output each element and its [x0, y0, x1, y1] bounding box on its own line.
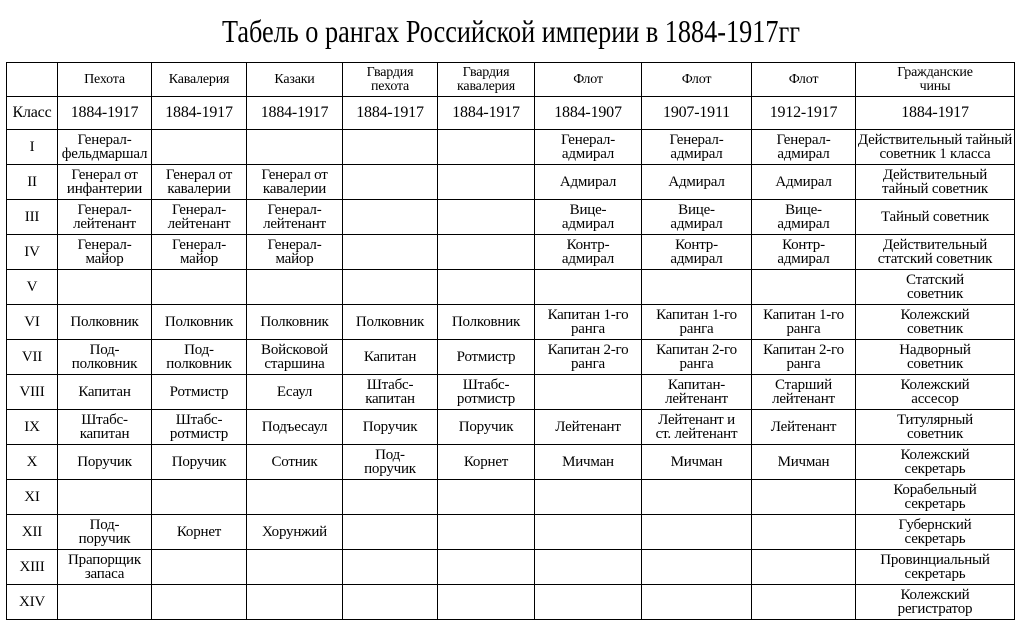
years-cell: 1884-1917 — [247, 97, 343, 130]
rank-label: IX — [7, 410, 58, 445]
rank-cell: Прапорщик запаса — [58, 550, 152, 585]
years-label: Класс — [7, 97, 58, 130]
rank-cell: Капитан- лейтенант — [642, 375, 752, 410]
rank-cell: Капитан — [343, 340, 438, 375]
rank-cell: Капитан 2-го ранга — [535, 340, 642, 375]
rank-cell — [642, 550, 752, 585]
rank-cell — [343, 270, 438, 305]
rank-cell — [58, 480, 152, 515]
rank-label: IV — [7, 235, 58, 270]
years-cell: 1884-1917 — [152, 97, 247, 130]
rank-cell: Войсковой старшина — [247, 340, 343, 375]
years-cell: 1884-1917 — [343, 97, 438, 130]
years-cell: 1884-1917 — [856, 97, 1015, 130]
rank-cell: Штабс- капитан — [343, 375, 438, 410]
rank-cell: Генерал- майор — [247, 235, 343, 270]
rank-cell: Генерал- лейтенант — [152, 200, 247, 235]
rank-cell: Контр- адмирал — [752, 235, 856, 270]
rank-cell: Поручик — [343, 410, 438, 445]
rank-cell: Вице- адмирал — [752, 200, 856, 235]
rank-cell: Поручик — [152, 445, 247, 480]
table-row — [7, 235, 1015, 270]
rank-cell — [247, 130, 343, 165]
branch-cell: Флот — [752, 63, 856, 97]
rank-cell: Капитан 1-го ранга — [642, 305, 752, 340]
rank-cell — [535, 550, 642, 585]
years-cell: 1907-1911 — [642, 97, 752, 130]
rank-cell: Полковник — [58, 305, 152, 340]
rank-label: X — [7, 445, 58, 480]
rank-cell: Адмирал — [752, 165, 856, 200]
table-row — [7, 515, 1015, 550]
rank-cell — [438, 165, 535, 200]
rank-cell — [438, 480, 535, 515]
rank-cell: Колежский советник — [856, 305, 1015, 340]
rank-cell: Вице- адмирал — [642, 200, 752, 235]
rank-cell: Действительный тайный советник 1 класса — [856, 130, 1015, 165]
rank-cell: Ротмистр — [152, 375, 247, 410]
rank-cell: Корнет — [438, 445, 535, 480]
rank-cell: Мичман — [535, 445, 642, 480]
branch-cell: Пехота — [58, 63, 152, 97]
rank-cell — [343, 235, 438, 270]
rank-cell: Полковник — [343, 305, 438, 340]
rank-cell — [642, 480, 752, 515]
rank-cell: Полковник — [152, 305, 247, 340]
rank-cell: Под- полковник — [152, 340, 247, 375]
table-row — [7, 480, 1015, 515]
table-row — [7, 305, 1015, 340]
rank-cell — [535, 480, 642, 515]
rank-cell — [343, 480, 438, 515]
rank-cell: Корнет — [152, 515, 247, 550]
rank-label: XIII — [7, 550, 58, 585]
table-row — [7, 165, 1015, 200]
rank-cell: Генерал от кавалерии — [247, 165, 343, 200]
rank-label: V — [7, 270, 58, 305]
rank-cell: Контр- адмирал — [642, 235, 752, 270]
rank-cell: Действительный тайный советник — [856, 165, 1015, 200]
branch-cell: Кавалерия — [152, 63, 247, 97]
table-row — [7, 550, 1015, 585]
rank-cell: Лейтенант — [752, 410, 856, 445]
table-row — [7, 585, 1015, 620]
rank-label: XII — [7, 515, 58, 550]
rank-cell: Вице- адмирал — [535, 200, 642, 235]
table-row — [7, 270, 1015, 305]
rank-cell: Поручик — [438, 410, 535, 445]
rank-cell — [58, 270, 152, 305]
rank-cell — [535, 515, 642, 550]
branch-cell: Казаки — [247, 63, 343, 97]
rank-cell: Тайный советник — [856, 200, 1015, 235]
rank-cell — [642, 270, 752, 305]
rank-table — [6, 62, 1015, 620]
rank-cell — [343, 515, 438, 550]
rank-cell: Генерал от инфантерии — [58, 165, 152, 200]
page-title: Табель о рангах Российской империи в 1884-1917гг — [221, 13, 801, 49]
rank-cell — [438, 270, 535, 305]
rank-cell — [343, 550, 438, 585]
rank-cell — [752, 550, 856, 585]
rank-cell: Старший лейтенант — [752, 375, 856, 410]
rank-cell: Мичман — [642, 445, 752, 480]
rank-cell: Губернский секретарь — [856, 515, 1015, 550]
rank-cell: Генерал- адмирал — [535, 130, 642, 165]
rank-cell: Подъесаул — [247, 410, 343, 445]
rank-cell: Генерал- адмирал — [752, 130, 856, 165]
header-branch-row — [7, 63, 1015, 97]
header-years-row — [7, 97, 1015, 130]
rank-cell: Генерал- лейтенант — [247, 200, 343, 235]
rank-cell: Адмирал — [642, 165, 752, 200]
rank-cell — [438, 130, 535, 165]
years-cell: 1912-1917 — [752, 97, 856, 130]
rank-cell: Статский советник — [856, 270, 1015, 305]
rank-cell: Генерал от кавалерии — [152, 165, 247, 200]
rank-cell: Титулярный советник — [856, 410, 1015, 445]
rank-cell: Штабс- капитан — [58, 410, 152, 445]
rank-cell: Генерал- майор — [58, 235, 152, 270]
table-row — [7, 375, 1015, 410]
rank-cell — [247, 270, 343, 305]
rank-cell: Генерал- адмирал — [642, 130, 752, 165]
rank-cell: Генерал- фельдмаршал — [58, 130, 152, 165]
rank-cell — [58, 585, 152, 620]
rank-cell: Мичман — [752, 445, 856, 480]
rank-cell: Провинциальный секретарь — [856, 550, 1015, 585]
rank-cell — [343, 130, 438, 165]
rank-cell: Колежский регистратор — [856, 585, 1015, 620]
rank-cell — [752, 515, 856, 550]
years-cell: 1884-1917 — [438, 97, 535, 130]
rank-cell: Генерал- лейтенант — [58, 200, 152, 235]
rank-cell: Лейтенант — [535, 410, 642, 445]
rank-cell — [152, 130, 247, 165]
rank-label: VI — [7, 305, 58, 340]
years-cell: 1884-1917 — [58, 97, 152, 130]
rank-cell — [642, 585, 752, 620]
rank-cell — [247, 550, 343, 585]
rank-cell — [152, 480, 247, 515]
rank-cell: Контр- адмирал — [535, 235, 642, 270]
rank-label: III — [7, 200, 58, 235]
rank-cell — [752, 480, 856, 515]
rank-label: VIII — [7, 375, 58, 410]
rank-cell: Действительный статский советник — [856, 235, 1015, 270]
rank-cell: Есаул — [247, 375, 343, 410]
table-row — [7, 410, 1015, 445]
table-row — [7, 200, 1015, 235]
rank-cell: Штабс- ротмистр — [152, 410, 247, 445]
branch-cell: Флот — [642, 63, 752, 97]
rank-cell: Полковник — [247, 305, 343, 340]
rank-label: XI — [7, 480, 58, 515]
rank-cell — [535, 375, 642, 410]
rank-cell: Под- поручик — [343, 445, 438, 480]
table-row — [7, 130, 1015, 165]
table-row — [7, 445, 1015, 480]
rank-label: I — [7, 130, 58, 165]
table-row — [7, 340, 1015, 375]
branch-cell: Гвардия кавалерия — [438, 63, 535, 97]
rank-cell: Под- поручик — [58, 515, 152, 550]
rank-cell: Адмирал — [535, 165, 642, 200]
rank-cell — [642, 515, 752, 550]
rank-label: XIV — [7, 585, 58, 620]
rank-cell — [152, 270, 247, 305]
branch-label — [7, 63, 58, 97]
rank-cell — [343, 585, 438, 620]
branch-cell: Флот — [535, 63, 642, 97]
rank-cell: Штабс- ротмистр — [438, 375, 535, 410]
rank-cell: Поручик — [58, 445, 152, 480]
rank-cell: Ротмистр — [438, 340, 535, 375]
years-cell: 1884-1907 — [535, 97, 642, 130]
rank-cell — [438, 200, 535, 235]
rank-cell — [152, 585, 247, 620]
rank-label: VII — [7, 340, 58, 375]
rank-cell — [752, 270, 856, 305]
rank-label: II — [7, 165, 58, 200]
rank-cell: Надворный советник — [856, 340, 1015, 375]
rank-cell: Полковник — [438, 305, 535, 340]
rank-cell: Колежский ассесор — [856, 375, 1015, 410]
rank-cell — [438, 550, 535, 585]
rank-cell — [438, 235, 535, 270]
rank-cell: Хорунжий — [247, 515, 343, 550]
rank-cell — [535, 270, 642, 305]
rank-cell: Под- полковник — [58, 340, 152, 375]
rank-cell: Генерал- майор — [152, 235, 247, 270]
rank-cell: Капитан 1-го ранга — [535, 305, 642, 340]
rank-cell — [438, 515, 535, 550]
rank-cell: Лейтенант и ст. лейтенант — [642, 410, 752, 445]
rank-cell: Колежский секретарь — [856, 445, 1015, 480]
rank-cell — [752, 585, 856, 620]
rank-cell — [152, 550, 247, 585]
branch-cell: Гражданские чины — [856, 63, 1015, 97]
rank-cell: Капитан 2-го ранга — [752, 340, 856, 375]
rank-cell: Капитан 1-го ранга — [752, 305, 856, 340]
branch-cell: Гвардия пехота — [343, 63, 438, 97]
rank-cell — [535, 585, 642, 620]
rank-cell: Корабельный секретарь — [856, 480, 1015, 515]
rank-cell — [343, 165, 438, 200]
rank-cell — [247, 585, 343, 620]
rank-cell: Капитан — [58, 375, 152, 410]
rank-cell — [247, 480, 343, 515]
rank-cell — [343, 200, 438, 235]
rank-cell: Капитан 2-го ранга — [642, 340, 752, 375]
rank-cell — [438, 585, 535, 620]
rank-cell: Сотник — [247, 445, 343, 480]
